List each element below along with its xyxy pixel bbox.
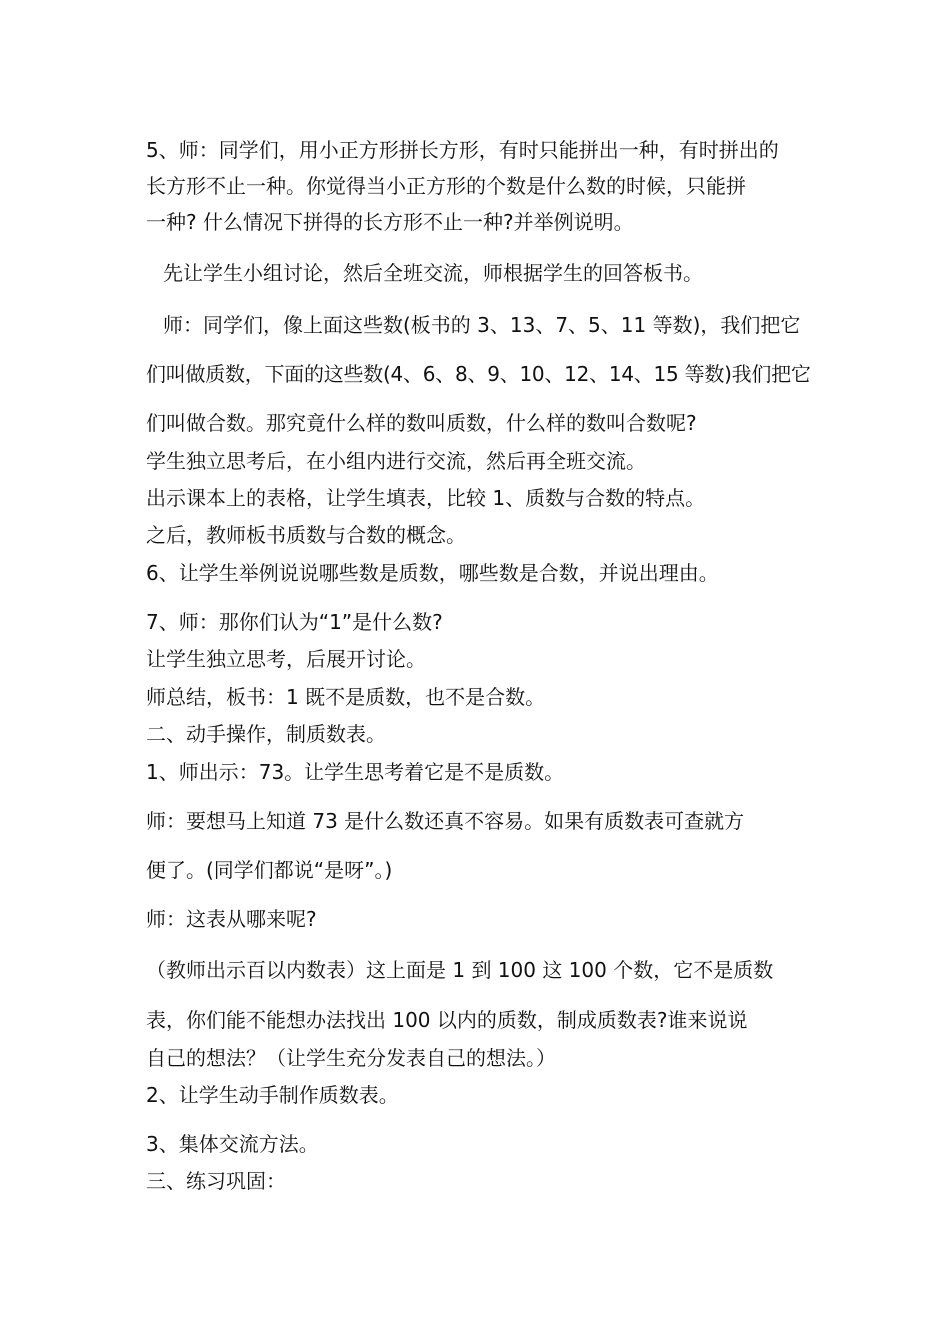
paragraph-line: 师：这表从哪来呢? (146, 907, 317, 931)
paragraph-line: 7、师：那你们认为“1”是什么数? (146, 610, 443, 634)
paragraph-line: 们叫做质数，下面的这些数(4、6、8、9、10、12、14、15 等数)我们把它 (146, 362, 811, 386)
paragraph-line: 5、师：同学们，用小正方形拼长方形，有时只能拼出一种，有时拼出的 (146, 138, 779, 162)
paragraph-line: 3、集体交流方法。 (146, 1132, 319, 1156)
paragraph-line: （教师出示百以内数表）这上面是 1 到 100 这 100 个数，它不是质数 (146, 958, 774, 982)
paragraph-line: 们叫做合数。那究竟什么样的数叫质数，什么样的数叫合数呢? (146, 411, 697, 435)
paragraph-line: 之后，教师板书质数与合数的概念。 (146, 523, 466, 547)
paragraph-line: 长方形不止一种。你觉得当小正方形的个数是什么数的时候，只能拼 (146, 174, 746, 198)
paragraph-line: 学生独立思考后，在小组内进行交流，然后再全班交流。 (146, 449, 646, 473)
paragraph-line: 1、师出示：73。让学生思考着它是不是质数。 (146, 760, 565, 784)
paragraph-line: 2、让学生动手制作质数表。 (146, 1083, 399, 1107)
paragraph-line: 师：要想马上知道 73 是什么数还真不容易。如果有质数表可查就方 (146, 809, 745, 833)
paragraph-line: 便了。(同学们都说“是呀”。) (146, 858, 393, 882)
paragraph-line: 一种? 什么情况下拼得的长方形不止一种?并举例说明。 (146, 210, 634, 234)
paragraph-line: 师总结，板书：1 既不是质数，也不是合数。 (146, 685, 546, 709)
paragraph-line: 出示课本上的表格，让学生填表，比较 1、质数与合数的特点。 (146, 486, 706, 510)
paragraph-line: 二、动手操作，制质数表。 (146, 722, 386, 746)
paragraph-line: 表，你们能不能想办法找出 100 以内的质数，制成质数表?谁来说说 (146, 1008, 748, 1032)
paragraph-line: 师：同学们，像上面这些数(板书的 3、13、7、5、11 等数)，我们把它 (163, 313, 801, 337)
paragraph-line: 三、练习巩固： (146, 1169, 286, 1193)
paragraph-line: 6、让学生举例说说哪些数是质数，哪些数是合数，并说出理由。 (146, 561, 719, 585)
paragraph-line: 先让学生小组讨论，然后全班交流，师根据学生的回答板书。 (163, 261, 703, 285)
paragraph-line: 自己的想法？（让学生充分发表自己的想法。） (146, 1046, 556, 1070)
paragraph-line: 让学生独立思考，后展开讨论。 (146, 647, 426, 671)
